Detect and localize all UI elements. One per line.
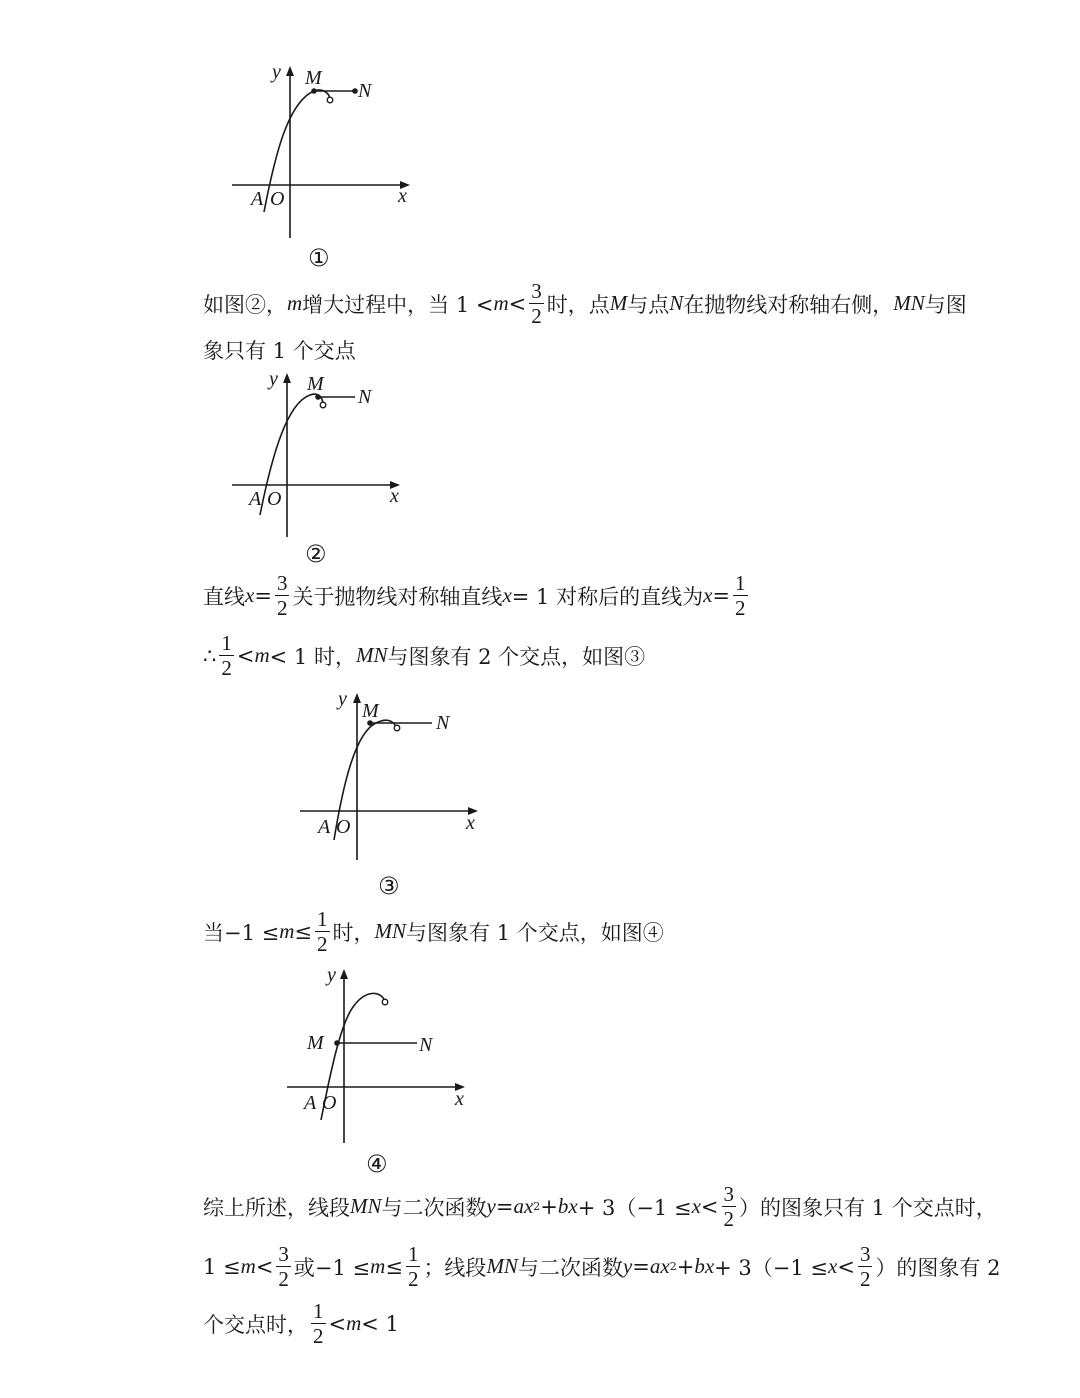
var-y: y	[622, 1254, 633, 1279]
var-mn: MN	[893, 291, 925, 316]
text: <	[700, 1194, 719, 1219]
origin-label: O	[322, 1092, 337, 1114]
denominator: 2	[221, 656, 232, 681]
var-mn: MN	[350, 1194, 382, 1219]
denominator: 2	[276, 596, 288, 621]
text: <	[508, 291, 527, 316]
text: < 1	[361, 1311, 399, 1336]
figure-4	[285, 965, 485, 1145]
figure-4-caption: ④	[366, 1150, 388, 1178]
fraction	[276, 1243, 291, 1290]
text: ）的图象有 2	[875, 1255, 1001, 1280]
para-5-line-3	[203, 1300, 399, 1347]
var-y: y	[486, 1194, 496, 1219]
text: =	[632, 1254, 650, 1279]
therefore-text: ∴	[203, 643, 217, 668]
para-5-line-1	[203, 1183, 997, 1230]
var-x: x	[703, 583, 713, 608]
x-axis-label: x	[398, 185, 407, 207]
numerator: 1	[221, 631, 232, 655]
exponent: 2	[533, 1200, 541, 1214]
text: =	[495, 1194, 514, 1219]
text: 与图象有 2 个交点，如图③	[387, 644, 646, 669]
denominator: 2	[531, 304, 542, 329]
fraction	[219, 632, 234, 679]
var-x: x	[245, 583, 255, 608]
text: 与点	[627, 292, 670, 317]
point-a-label: A	[251, 188, 264, 210]
denominator: 2	[407, 1267, 419, 1292]
point-n-label: N	[436, 712, 450, 734]
numerator: 1	[735, 571, 746, 595]
text: <	[328, 1311, 347, 1336]
para-1-line-2: 象只有 1 个交点	[203, 339, 356, 363]
numerator: 3	[531, 279, 542, 303]
numerator: 1	[317, 907, 328, 931]
var-ax: ax	[513, 1194, 534, 1219]
point-m-label: M	[305, 67, 322, 89]
text: 时，点	[546, 292, 610, 317]
y-axis-label: y	[338, 688, 347, 710]
point-a-label: A	[304, 1092, 317, 1114]
text: 1 ≤	[203, 1254, 241, 1279]
var-m: m	[254, 643, 270, 668]
text: +	[676, 1254, 695, 1279]
text: 如图②，	[203, 292, 287, 317]
text: +	[540, 1194, 558, 1219]
point-n-label: N	[358, 80, 372, 102]
denominator: 2	[317, 932, 328, 957]
text: <	[255, 1254, 274, 1279]
figure-3-caption: ③	[378, 872, 400, 900]
var-mn: MN	[486, 1254, 518, 1279]
point-m-label: M	[307, 373, 324, 395]
text: 与二次函数	[517, 1255, 623, 1280]
text: 或−1 ≤	[293, 1255, 371, 1280]
text: ≤	[294, 919, 313, 944]
para-5-line-2	[203, 1243, 1000, 1290]
var-m: m	[279, 919, 295, 944]
denominator: 2	[859, 1267, 871, 1292]
numerator: 3	[859, 1242, 871, 1266]
exponent: 2	[669, 1260, 677, 1274]
para-1-line-1	[203, 280, 967, 327]
var-m: m	[346, 1311, 362, 1336]
denominator: 2	[723, 1207, 734, 1232]
para-2	[203, 572, 751, 619]
text: 关于抛物线对称轴直线	[292, 584, 503, 609]
denominator: 2	[735, 596, 746, 621]
origin-label: O	[336, 816, 351, 838]
figure-1	[230, 60, 420, 220]
origin-label: O	[270, 188, 285, 210]
text: 在抛物线对称轴右侧，	[683, 292, 894, 317]
text: ）的图象只有 1 个交点时，	[739, 1195, 997, 1220]
y-axis-label: y	[327, 964, 336, 986]
numerator: 1	[407, 1242, 419, 1266]
figure-2	[230, 365, 420, 540]
fraction	[311, 1300, 326, 1347]
point-m-label: M	[362, 700, 379, 722]
var-m: m	[493, 291, 509, 316]
point-a-label: A	[318, 816, 331, 838]
var-m: m	[240, 1254, 256, 1279]
text: 综上所述，线段	[203, 1195, 350, 1220]
x-axis-label: x	[390, 485, 399, 507]
text: + 3（−1 ≤	[577, 1195, 692, 1220]
text: 个交点时，	[203, 1312, 308, 1337]
numerator: 3	[276, 571, 288, 595]
denominator: 2	[313, 1324, 324, 1349]
x-axis-label: x	[466, 812, 475, 834]
var-mn: MN	[355, 643, 388, 668]
text: ；线段	[423, 1255, 487, 1280]
var-x: x	[691, 1194, 701, 1219]
var-x: x	[828, 1254, 838, 1279]
text: =	[712, 583, 731, 608]
var-bx: bx	[694, 1254, 715, 1279]
text: = 1 对称后的直线为	[511, 584, 704, 609]
y-axis-label: y	[272, 61, 281, 83]
var-x: x	[502, 583, 512, 608]
fraction	[733, 572, 748, 619]
text: 与二次函数	[381, 1195, 487, 1220]
point-a-label: A	[249, 488, 262, 510]
text: 当−1 ≤	[203, 920, 280, 945]
numerator: 3	[723, 1182, 734, 1206]
text: < 1 时，	[269, 644, 356, 669]
fraction	[722, 1183, 737, 1230]
figure-3	[298, 685, 498, 865]
var-m-point: M	[609, 291, 628, 316]
fraction	[529, 280, 544, 327]
var-mn: MN	[374, 919, 407, 944]
fraction	[315, 908, 330, 955]
text: 增大过程中，当 1 <	[302, 292, 494, 317]
point-n-label: N	[358, 386, 372, 408]
point-n-label: N	[419, 1034, 433, 1056]
var-m: m	[370, 1254, 386, 1279]
numerator: 1	[313, 1299, 324, 1323]
figure-1-caption: ①	[308, 244, 330, 272]
denominator: 2	[278, 1267, 289, 1292]
y-axis-label: y	[269, 368, 278, 390]
var-ax: ax	[649, 1254, 670, 1279]
fraction	[275, 572, 290, 619]
text: + 3（−1 ≤	[714, 1255, 828, 1280]
origin-label: O	[267, 488, 282, 510]
text: 时，	[332, 920, 375, 945]
text: 与图	[924, 292, 967, 317]
fraction	[858, 1243, 873, 1290]
text: 直线	[203, 584, 245, 609]
figure-2-caption: ②	[305, 540, 327, 568]
var-m: m	[287, 291, 303, 316]
var-n-point: N	[669, 291, 684, 316]
fraction	[406, 1243, 421, 1290]
para-3	[203, 632, 645, 679]
numerator: 3	[278, 1242, 289, 1266]
x-axis-label: x	[455, 1088, 464, 1110]
text: ≤	[385, 1254, 403, 1279]
text: =	[254, 583, 272, 608]
point-m-label: M	[307, 1032, 324, 1054]
para-4	[203, 908, 664, 955]
text: <	[837, 1254, 855, 1279]
var-bx: bx	[557, 1194, 578, 1219]
text: 与图象有 1 个交点，如图④	[406, 920, 664, 945]
text: <	[236, 643, 255, 668]
